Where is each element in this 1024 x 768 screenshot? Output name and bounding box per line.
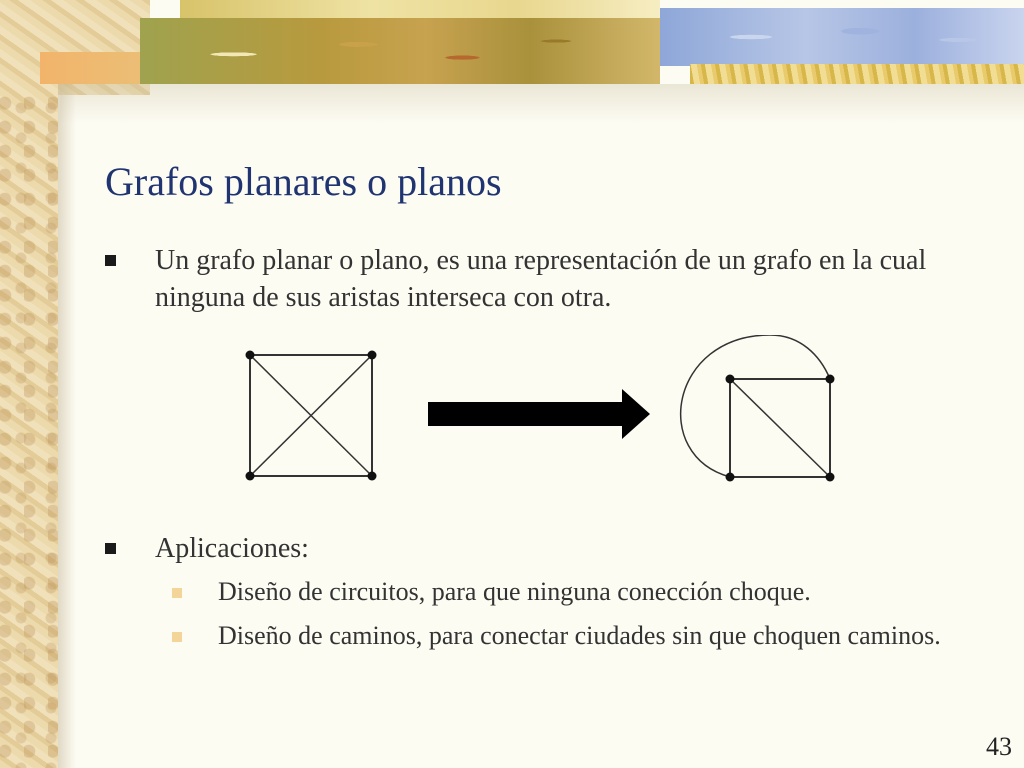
graph-edge: [730, 379, 830, 477]
graph-node: [726, 375, 735, 384]
header-banner-blue-flowers: [660, 8, 1024, 66]
bullet-square-icon: [105, 543, 116, 554]
sub-bullet-square-icon: [172, 588, 182, 598]
border-shadow: [58, 80, 76, 768]
header-banner-golden-grass: [690, 64, 1024, 84]
sub-bullet-square-icon: [172, 632, 182, 642]
parchment-border: [0, 0, 58, 768]
graph-node: [368, 472, 377, 481]
nonplanar-graph: [246, 351, 377, 481]
bullet-text: Un grafo planar o plano, es una representación de un grafo en la cual ninguna de sus aristas interseca con otra.: [155, 245, 927, 313]
sub-bullet-text: Diseño de caminos, para conectar ciudades sin que choquen caminos.: [218, 621, 941, 650]
header-banner-leaves: [140, 18, 660, 84]
graph-node: [826, 473, 835, 482]
slide-title: Grafos planares o planos: [105, 159, 502, 204]
bullet-square-icon: [105, 255, 116, 266]
bullet-text: Aplicaciones:: [155, 533, 309, 564]
banner-shadow: [60, 84, 1024, 124]
planar-graph: [681, 335, 835, 482]
graph-node: [246, 351, 255, 360]
graph-node: [726, 473, 735, 482]
graph-node: [826, 375, 835, 384]
graph-node: [246, 472, 255, 481]
right-arrow-icon: [428, 389, 650, 439]
graph-node: [368, 351, 377, 360]
planar-graph-diagram: [230, 335, 850, 495]
sub-bullet-text: Diseño de circuitos, para que ninguna conección choque.: [218, 577, 811, 606]
slide-number: 43: [986, 732, 1012, 761]
